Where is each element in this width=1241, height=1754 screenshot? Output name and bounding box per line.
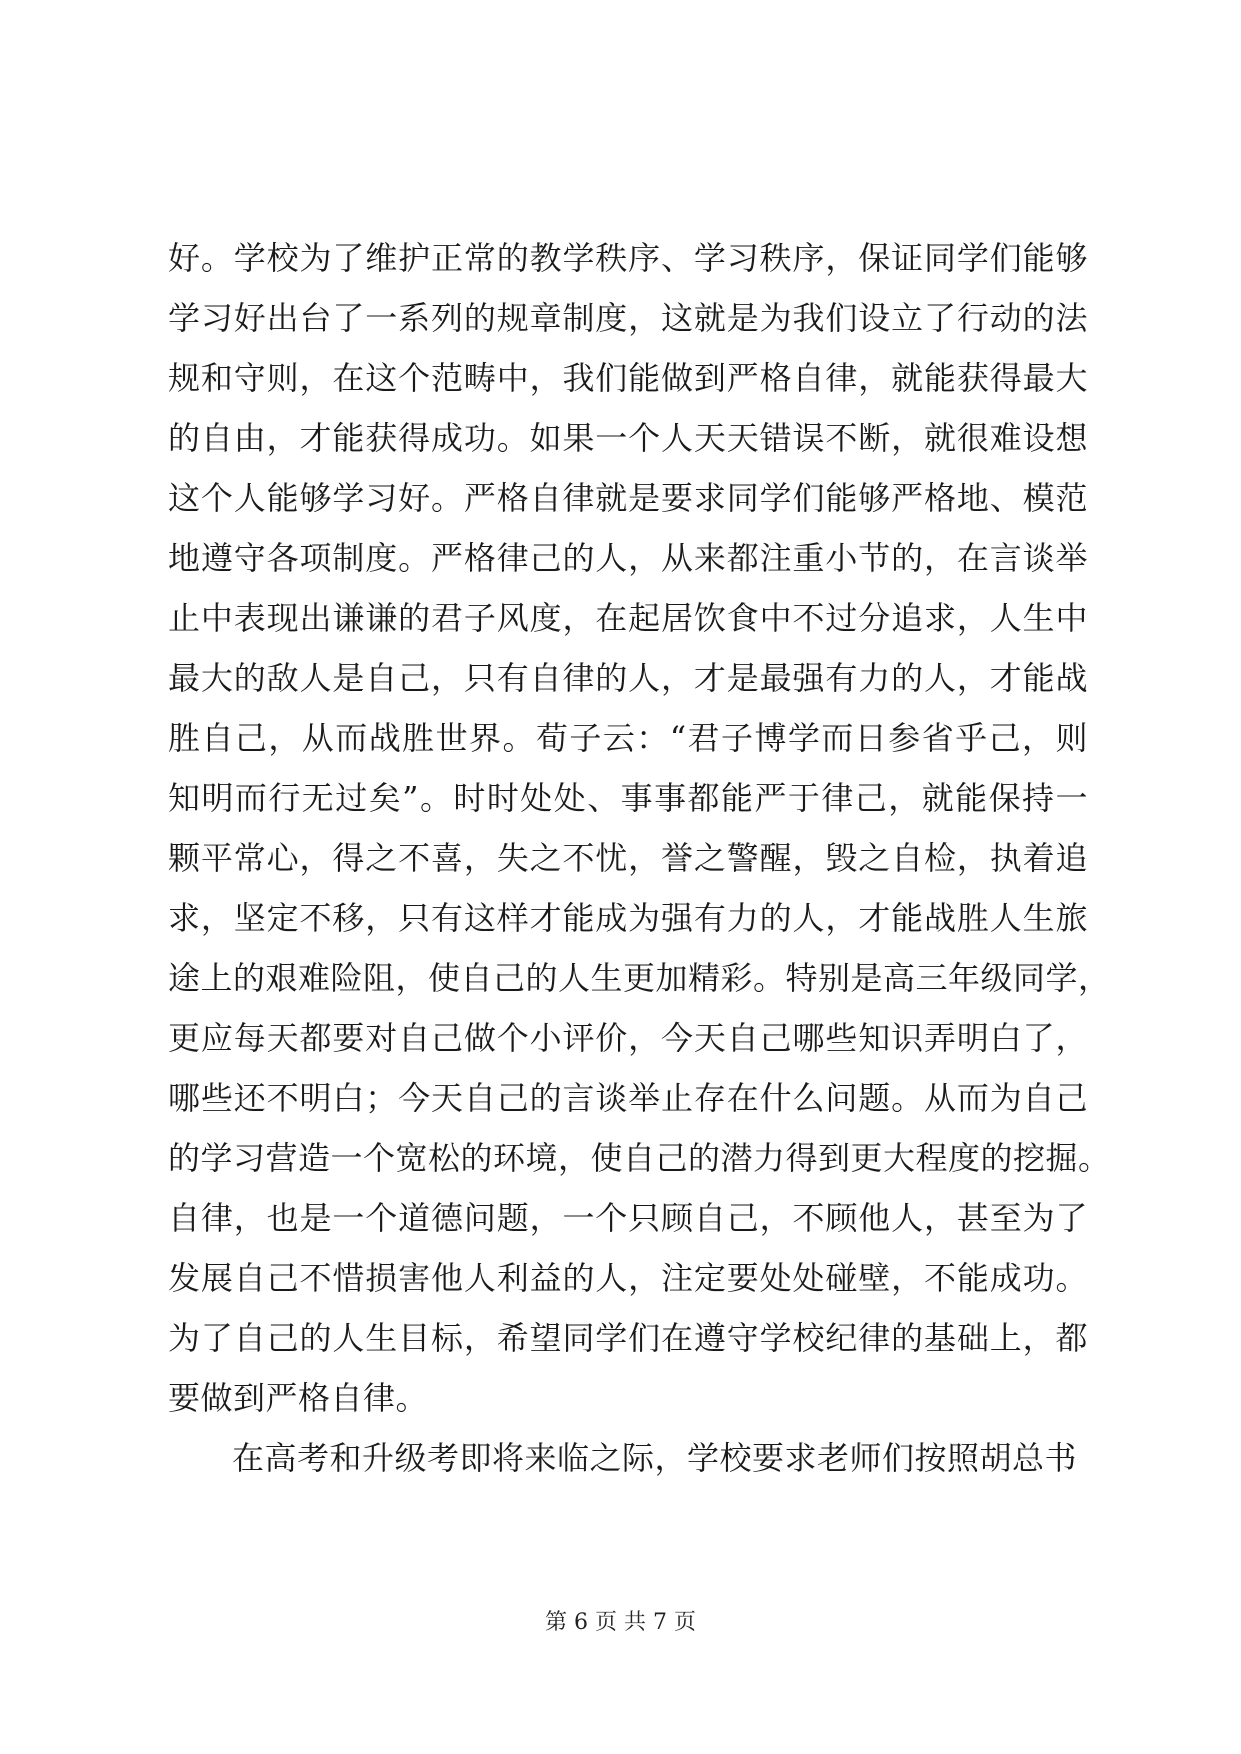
- text-line: 哪些还不明白；今天自己的言谈举止存在什么问题。从而为自己: [168, 1079, 1088, 1117]
- text-line: 发展自己不惜损害他人利益的人，注定要处处碰壁，不能成功。: [168, 1259, 1088, 1297]
- text-line: 最大的敌人是自己，只有自律的人，才是最强有力的人，才能战: [168, 659, 1088, 697]
- body-text: [168, 228, 1111, 1488]
- text-line: 这个人能够学习好。严格自律就是要求同学们能够严格地、模范: [168, 479, 1088, 517]
- text-line: 的学习营造一个宽松的环境，使自己的潜力得到更大程度的挖掘。: [168, 1139, 1111, 1177]
- text-line: 学习好出台了一系列的规章制度，这就是为我们设立了行动的法: [168, 299, 1088, 337]
- text-line: 自律，也是一个道德问题，一个只顾自己，不顾他人，甚至为了: [168, 1199, 1088, 1237]
- text-line: 地遵守各项制度。严格律己的人，从来都注重小节的，在言谈举: [168, 539, 1088, 577]
- text-line: 求，坚定不移，只有这样才能成为强有力的人，才能战胜人生旅: [168, 899, 1088, 937]
- text-line: 规和守则，在这个范畴中，我们能做到严格自律，就能获得最大: [168, 359, 1088, 397]
- text-line: 胜自己，从而战胜世界。荀子云：“君子博学而日参省乎己，则: [168, 719, 1088, 757]
- text-line: 途上的艰难险阻，使自己的人生更加精彩。特别是高三年级同学，: [168, 959, 1111, 997]
- text-line-indented: 在高考和升级考即将来临之际，学校要求老师们按照胡总书: [232, 1439, 1078, 1477]
- text-line: 止中表现出谦谦的君子风度，在起居饮食中不过分追求，人生中: [168, 599, 1088, 637]
- text-line-last: 要做到严格自律。: [168, 1379, 429, 1417]
- text-line: 更应每天都要对自己做个小评价，今天自己哪些知识弄明白了，: [168, 1019, 1088, 1057]
- text-line: 颗平常心，得之不喜，失之不忧，誉之警醒，毁之自检，执着追: [168, 839, 1088, 877]
- page-number-footer: 第 6 页 共 7 页: [545, 1610, 696, 1635]
- text-line: 好。学校为了维护正常的教学秩序、学习秩序，保证同学们能够: [168, 239, 1088, 277]
- text-line: 为了自己的人生目标，希望同学们在遵守学校纪律的基础上，都: [168, 1319, 1088, 1357]
- text-line: 知明而行无过矣”。时时处处、事事都能严于律己，就能保持一: [168, 779, 1088, 817]
- text-line: 的自由，才能获得成功。如果一个人天天错误不断，就很难设想: [168, 419, 1088, 457]
